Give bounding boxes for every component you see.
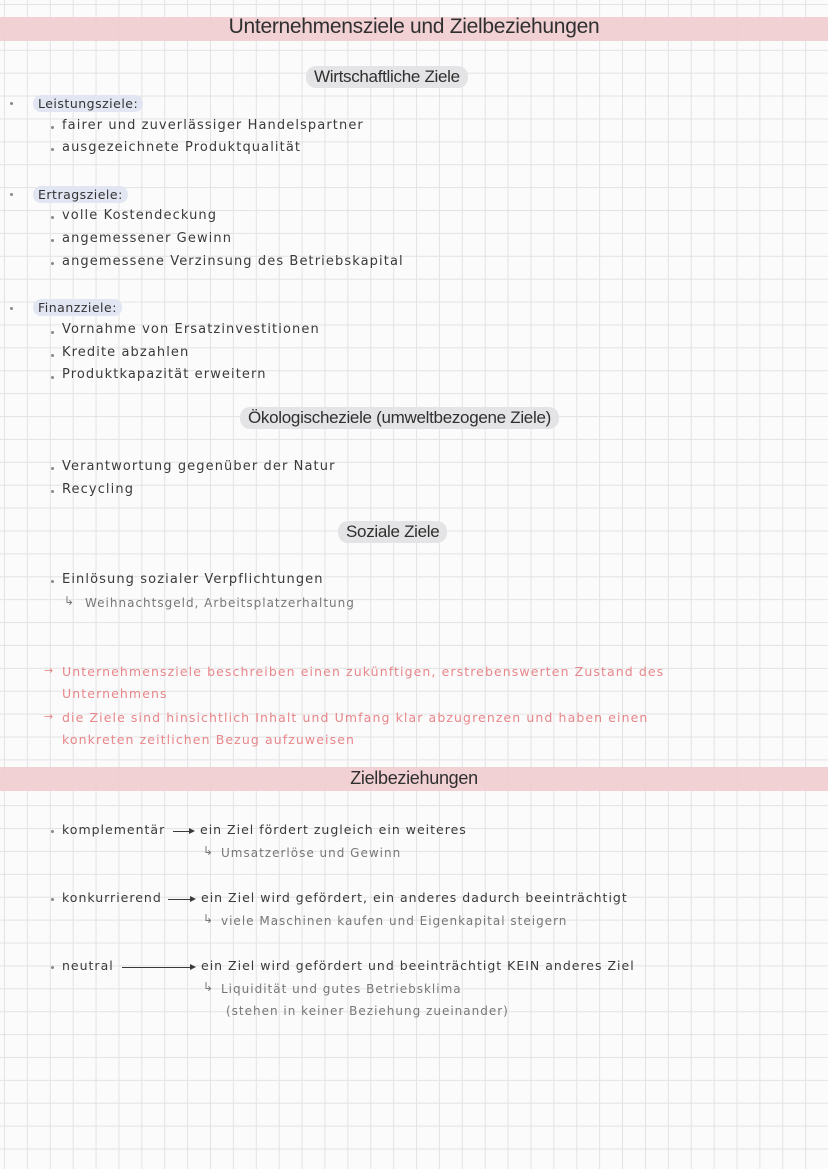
list-item: ausgezeichnete Produktqualität bbox=[62, 140, 302, 155]
list-item: Verantwortung gegenüber der Natur bbox=[62, 459, 336, 474]
bullet-dot bbox=[51, 580, 54, 583]
sub-arrow-icon: ↳ bbox=[64, 594, 76, 608]
arrow-line bbox=[168, 899, 190, 900]
heading-oekologische-ziele: Ökologischeziele (umweltbezogene Ziele) bbox=[240, 407, 559, 429]
sub-arrow-icon: ↳ bbox=[203, 912, 215, 926]
bullet-dot bbox=[51, 354, 54, 357]
bullet-dot bbox=[51, 262, 54, 265]
arrow-head-icon bbox=[190, 964, 196, 970]
note-text: Unternehmens bbox=[62, 686, 168, 701]
list-item: angemessener Gewinn bbox=[62, 231, 233, 246]
relation-example: Umsatzerlöse und Gewinn bbox=[221, 846, 402, 860]
relation-definition: ein Ziel wird gefördert und beeinträchtigt KEIN anderes Ziel bbox=[201, 958, 635, 973]
relation-definition: ein Ziel fördert zugleich ein weiteres bbox=[200, 822, 467, 837]
bullet-dot bbox=[51, 148, 54, 151]
relation-example: viele Maschinen kaufen und Eigenkapital steigern bbox=[221, 914, 568, 928]
bullet-dot bbox=[51, 490, 54, 493]
heading-zielbeziehungen: Zielbeziehungen bbox=[350, 768, 478, 788]
list-item: Produktkapazität erweitern bbox=[62, 367, 267, 382]
list-item: volle Kostendeckung bbox=[62, 208, 218, 223]
note-text: die Ziele sind hinsichtlich Inhalt und Umfang klar abzugrenzen und haben einen bbox=[62, 710, 649, 725]
list-item: fairer und zuverlässiger Handelspartner bbox=[62, 118, 364, 133]
relation-definition: ein Ziel wird gefördert, ein anderes dadurch beeinträchtigt bbox=[201, 890, 628, 905]
arrow-line bbox=[173, 831, 189, 832]
arrow-head-icon bbox=[190, 896, 196, 902]
label-leistungsziele: Leistungsziele: bbox=[33, 95, 143, 112]
heading-soziale-ziele: Soziale Ziele bbox=[338, 521, 447, 543]
bullet-dot bbox=[51, 830, 54, 833]
bullet-dot bbox=[51, 467, 54, 470]
arrow-head-icon bbox=[189, 828, 195, 834]
bullet-dot bbox=[51, 239, 54, 242]
bullet-dot bbox=[10, 193, 13, 196]
relation-term: konkurrierend bbox=[62, 890, 162, 905]
bullet-dot bbox=[51, 126, 54, 129]
arrow-line bbox=[122, 967, 190, 968]
note-text: Unternehmensziele beschreiben einen zukünftigen, erstrebenswerten Zustand des bbox=[62, 664, 665, 679]
relation-note: (stehen in keiner Beziehung zueinander) bbox=[226, 1004, 509, 1018]
list-item: Recycling bbox=[62, 482, 135, 497]
arrow-icon: → bbox=[44, 664, 54, 677]
bullet-dot bbox=[51, 331, 54, 334]
bullet-dot bbox=[51, 216, 54, 219]
sub-arrow-icon: ↳ bbox=[203, 844, 215, 858]
bullet-dot bbox=[51, 898, 54, 901]
page-title: Unternehmensziele und Zielbeziehungen bbox=[228, 15, 600, 38]
heading-wirtschaftliche-ziele: Wirtschaftliche Ziele bbox=[306, 66, 468, 88]
relation-example: Liquidität und gutes Betriebsklima bbox=[221, 982, 462, 996]
list-item: Kredite abzahlen bbox=[62, 345, 190, 360]
label-finanzziele: Finanzziele: bbox=[33, 299, 122, 316]
list-item: Einlösung sozialer Verpflichtungen bbox=[62, 572, 324, 587]
bullet-dot bbox=[51, 966, 54, 969]
relation-term: neutral bbox=[62, 958, 114, 973]
sub-item: Weihnachtsgeld, Arbeitsplatzerhaltung bbox=[85, 596, 355, 610]
bullet-dot bbox=[51, 376, 54, 379]
relation-term: komplementär bbox=[62, 822, 166, 837]
arrow-icon: → bbox=[44, 710, 54, 723]
label-ertragsziele: Ertragsziele: bbox=[33, 186, 128, 203]
sub-arrow-icon: ↳ bbox=[203, 980, 215, 994]
bullet-dot bbox=[10, 307, 13, 310]
list-item: Vornahme von Ersatzinvestitionen bbox=[62, 322, 320, 337]
bullet-dot bbox=[10, 102, 13, 105]
note-text: konkreten zeitlichen Bezug aufzuweisen bbox=[62, 732, 356, 747]
list-item: angemessene Verzinsung des Betriebskapital bbox=[62, 254, 404, 269]
